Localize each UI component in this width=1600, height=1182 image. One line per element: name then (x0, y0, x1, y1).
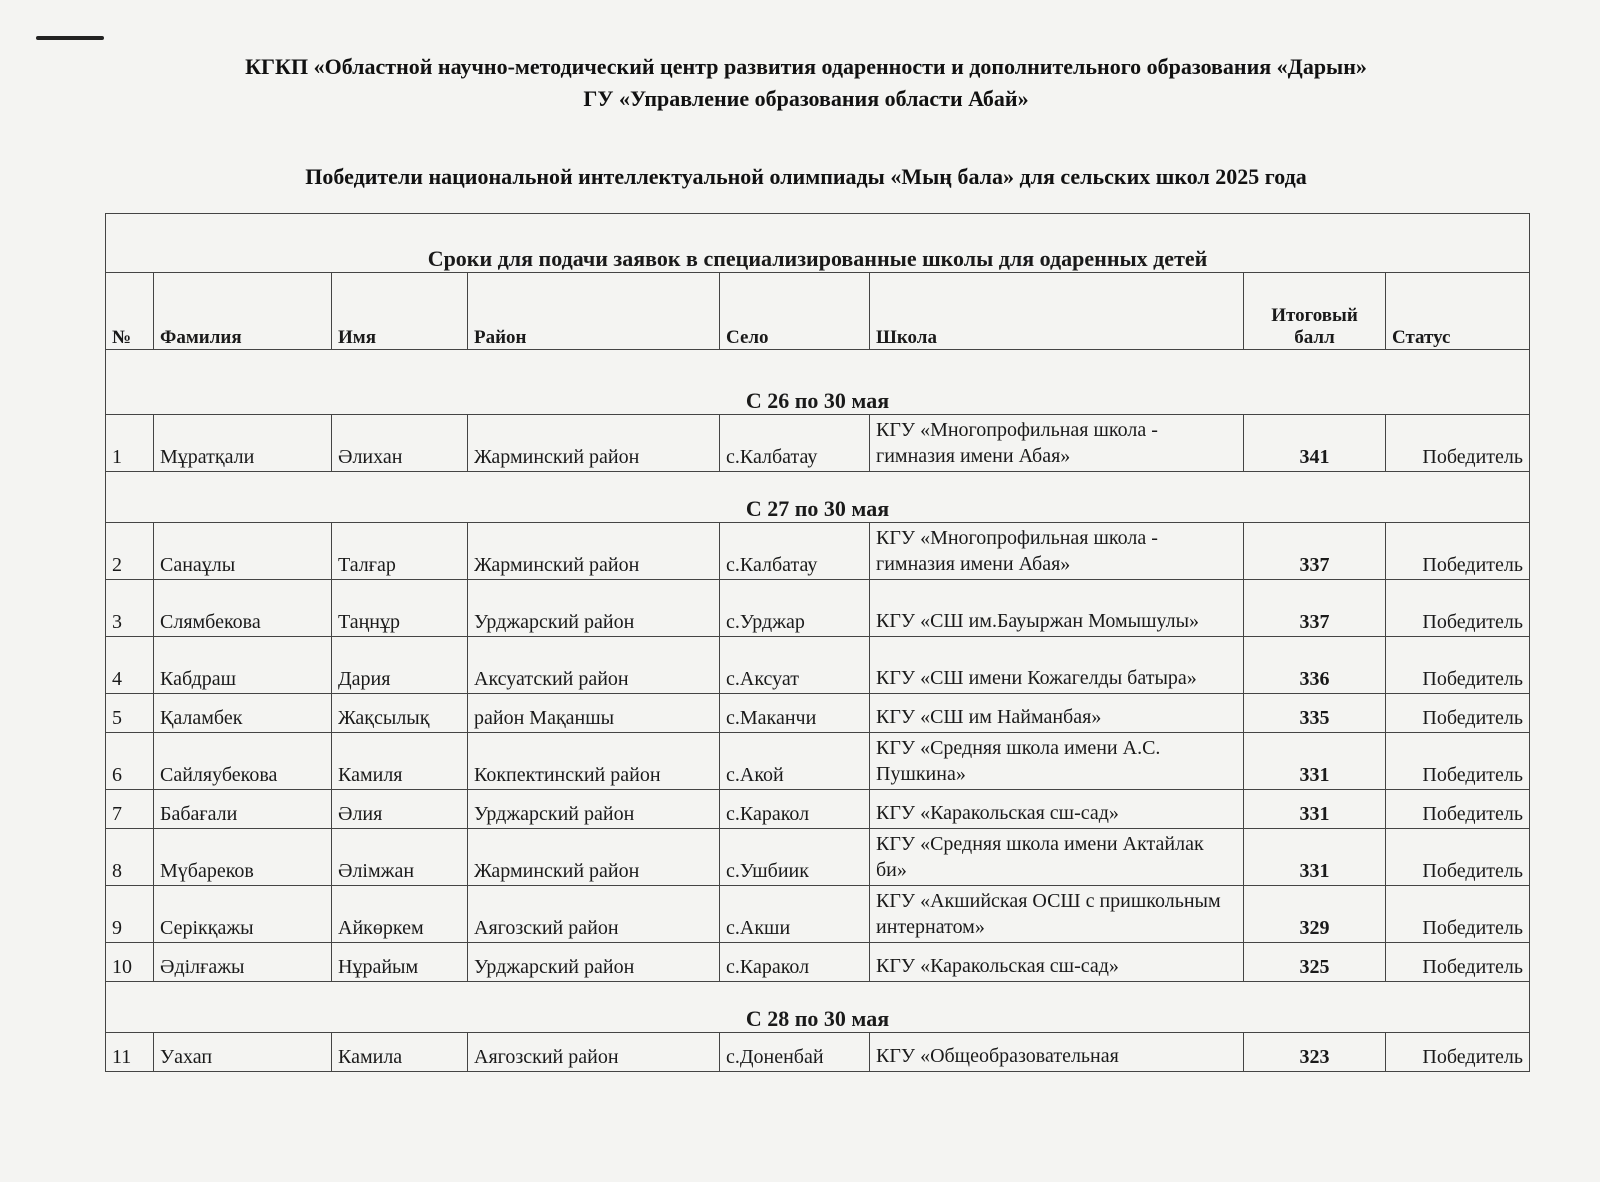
column-header-district: Район (468, 273, 720, 350)
status-cell: Победитель (1386, 1033, 1530, 1072)
village-cell: с.Маканчи (720, 694, 870, 733)
name-cell: Камиля (332, 733, 468, 790)
name-cell: Дария (332, 637, 468, 694)
row-number: 9 (106, 886, 154, 943)
surname-cell: Слямбекова (154, 580, 332, 637)
surname-cell: Бабағали (154, 790, 332, 829)
status-cell: Победитель (1386, 523, 1530, 580)
score-cell: 331 (1244, 829, 1386, 886)
score-cell: 337 (1244, 523, 1386, 580)
district-cell: Жарминский район (468, 415, 720, 472)
table-row (106, 886, 1530, 943)
surname-cell: Сайляубекова (154, 733, 332, 790)
table-row (106, 694, 1530, 733)
name-cell: Әлімжан (332, 829, 468, 886)
name-cell: Талғар (332, 523, 468, 580)
surname-cell: Мұратқали (154, 415, 332, 472)
school-cell: КГУ «СШ имени Кожагелды батыра» (870, 637, 1244, 694)
surname-cell: Әділғажы (154, 943, 332, 982)
row-number: 3 (106, 580, 154, 637)
district-cell: Кокпектинский район (468, 733, 720, 790)
village-cell: с.Ушбиик (720, 829, 870, 886)
surname-cell: Мүбареков (154, 829, 332, 886)
village-cell: с.Акой (720, 733, 870, 790)
school-cell: КГУ «СШ им Найманбая» (870, 694, 1244, 733)
column-header-village: Село (720, 273, 870, 350)
name-cell: Айкөркем (332, 886, 468, 943)
surname-cell: Санаұлы (154, 523, 332, 580)
village-cell: с.Урджар (720, 580, 870, 637)
section-period-label: С 28 по 30 мая (106, 982, 1530, 1033)
status-cell: Победитель (1386, 790, 1530, 829)
name-cell: Әлихан (332, 415, 468, 472)
district-cell: Жарминский район (468, 523, 720, 580)
table-row (106, 415, 1530, 472)
table-row (106, 733, 1530, 790)
district-cell: Жарминский район (468, 829, 720, 886)
school-cell: КГУ «Каракольская сш-сад» (870, 943, 1244, 982)
column-header-number: № (106, 273, 154, 350)
status-cell: Победитель (1386, 694, 1530, 733)
village-cell: с.Акши (720, 886, 870, 943)
score-cell: 323 (1244, 1033, 1386, 1072)
table-row (106, 1033, 1530, 1072)
status-cell: Победитель (1386, 637, 1530, 694)
department-header: ГУ «Управление образования области Абай» (583, 86, 1029, 111)
status-cell: Победитель (1386, 580, 1530, 637)
surname-cell: Серікқажы (154, 886, 332, 943)
table-row (106, 829, 1530, 886)
score-cell: 331 (1244, 790, 1386, 829)
district-cell: Урджарский район (468, 943, 720, 982)
section-period-label: С 27 по 30 мая (106, 472, 1530, 523)
section-period-row (106, 350, 1530, 415)
section-period-row (106, 982, 1530, 1033)
school-cell: КГУ «Общеобразовательная (870, 1033, 1244, 1072)
score-cell: 335 (1244, 694, 1386, 733)
school-cell: КГУ «Средняя школа имени Актайлак би» (870, 829, 1244, 886)
table-row (106, 523, 1530, 580)
village-cell: с.Доненбай (720, 1033, 870, 1072)
scan-mark (36, 36, 104, 40)
score-cell: 341 (1244, 415, 1386, 472)
status-cell: Победитель (1386, 733, 1530, 790)
row-number: 1 (106, 415, 154, 472)
row-number: 5 (106, 694, 154, 733)
row-number: 10 (106, 943, 154, 982)
school-cell: КГУ «Многопрофильная школа - гимназия имени Абая» (870, 415, 1244, 472)
district-cell: Аягозский район (468, 1033, 720, 1072)
status-cell: Победитель (1386, 886, 1530, 943)
status-cell: Победитель (1386, 829, 1530, 886)
school-cell: КГУ «Акшийская ОСШ с пришкольным интернатом» (870, 886, 1244, 943)
name-cell: Нұрайым (332, 943, 468, 982)
table-row (106, 790, 1530, 829)
winners-table (105, 213, 1530, 1072)
score-cell: 337 (1244, 580, 1386, 637)
surname-cell: Уахап (154, 1033, 332, 1072)
school-cell: КГУ «Каракольская сш-сад» (870, 790, 1244, 829)
row-number: 4 (106, 637, 154, 694)
district-cell: Аягозский район (468, 886, 720, 943)
village-cell: с.Каракол (720, 943, 870, 982)
village-cell: с.Каракол (720, 790, 870, 829)
table-row (106, 943, 1530, 982)
score-cell: 331 (1244, 733, 1386, 790)
table-caption: Сроки для подачи заявок в специализированные школы для одаренных детей (106, 214, 1530, 273)
status-cell: Победитель (1386, 415, 1530, 472)
score-cell: 325 (1244, 943, 1386, 982)
section-period-row (106, 472, 1530, 523)
row-number: 7 (106, 790, 154, 829)
table-row (106, 580, 1530, 637)
row-number: 8 (106, 829, 154, 886)
name-cell: Әлия (332, 790, 468, 829)
school-cell: КГУ «Средняя школа имени А.С. Пушкина» (870, 733, 1244, 790)
column-header-status: Статус (1386, 273, 1530, 350)
column-header-row (106, 273, 1530, 350)
row-number: 6 (106, 733, 154, 790)
surname-cell: Кабдраш (154, 637, 332, 694)
surname-cell: Қаламбек (154, 694, 332, 733)
school-cell: КГУ «СШ им.Бауыржан Момышулы» (870, 580, 1244, 637)
column-header-school: Школа (870, 273, 1244, 350)
document-title: Победители национальной интеллектуальной олимпиады «Мың бала» для сельских школ 2025 года (305, 164, 1307, 189)
district-cell: Урджарский район (468, 580, 720, 637)
column-header-surname: Фамилия (154, 273, 332, 350)
organization-header: КГКП «Областной научно-методический центр развития одаренности и дополнительного образования «Дарын» (245, 54, 1367, 79)
score-cell: 336 (1244, 637, 1386, 694)
district-cell: Аксуатский район (468, 637, 720, 694)
village-cell: с.Калбатау (720, 415, 870, 472)
score-cell: 329 (1244, 886, 1386, 943)
village-cell: с.Аксуат (720, 637, 870, 694)
village-cell: с.Калбатау (720, 523, 870, 580)
name-cell: Таңнұр (332, 580, 468, 637)
section-period-label: С 26 по 30 мая (106, 350, 1530, 415)
table-row (106, 637, 1530, 694)
school-cell: КГУ «Многопрофильная школа - гимназия имени Абая» (870, 523, 1244, 580)
district-cell: район Мақаншы (468, 694, 720, 733)
row-number: 2 (106, 523, 154, 580)
name-cell: Жақсылық (332, 694, 468, 733)
column-header-score: Итоговый балл (1244, 273, 1386, 350)
row-number: 11 (106, 1033, 154, 1072)
status-cell: Победитель (1386, 943, 1530, 982)
district-cell: Урджарский район (468, 790, 720, 829)
column-header-name: Имя (332, 273, 468, 350)
name-cell: Камила (332, 1033, 468, 1072)
